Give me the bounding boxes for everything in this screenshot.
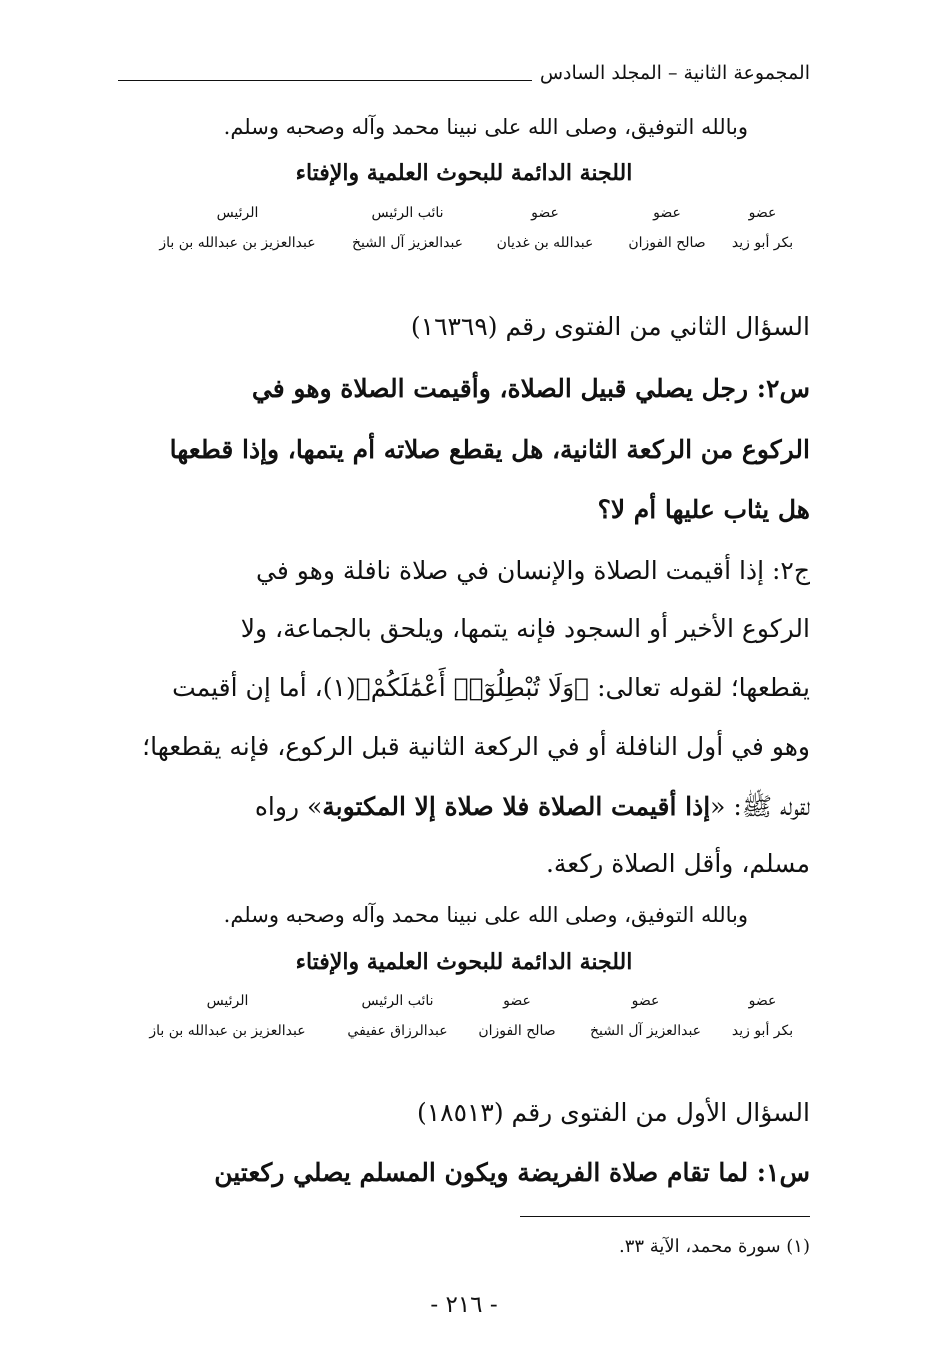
answer-line: يقطعها؛ لقوله تعالى: ﴿وَلَا تُبْطِلُوٓا۟ أَعْمَٰلَكُمْ﴾(١)، أما إن أقيمت (172, 673, 810, 702)
signatory-name: عبدالعزيز بن عبدالله بن باز (149, 1023, 306, 1039)
signatory-name: صالح الفوزان (478, 1023, 556, 1039)
answer-line: مسلم، وأقل الصلاة ركعة. (545, 849, 810, 878)
committee-name: اللجنة الدائمة للبحوث العلمية والإفتاء (295, 949, 633, 975)
question-heading: السؤال الثاني من الفتوى رقم (١٦٣٦٩) (410, 312, 810, 341)
signatory (135, 993, 320, 1039)
closing-prayer: وبالله التوفيق، وصلى الله على نبينا محمد وآله وصحبه وسلم. (223, 903, 748, 927)
signatory-role: نائب الرئيس (371, 205, 444, 221)
signatory-role: الرئيس (216, 205, 259, 221)
signatory-name: عبدالعزيز آل الشيخ (351, 235, 464, 251)
signatory-name: صالح الفوزان (628, 235, 706, 251)
signatory-name: عبدالعزيز بن عبدالله بن باز (159, 235, 316, 251)
hadith-intro: لقوله ﷺ: « (710, 792, 810, 821)
signatory-name: عبدالرزاق عفيفي (347, 1023, 448, 1039)
answer-line: الركوع الأخير أو السجود فإنه يتمها، ويلحق بالجماعة، ولا (240, 614, 810, 643)
signatory-role: الرئيس (206, 993, 249, 1009)
running-header (118, 62, 810, 92)
signatory-role: عضو (653, 205, 681, 221)
signatory-role: عضو (531, 205, 559, 221)
signatory (612, 205, 722, 251)
signatory-role: عضو (748, 993, 777, 1009)
footnote: (١) سورة محمد، الآية ٣٣. (618, 1236, 810, 1257)
question-line: س١: لما تقام صلاة الفريضة ويكون المسلم يصلي ركعتين (214, 1158, 810, 1187)
closing-prayer: وبالله التوفيق، وصلى الله على نبينا محمد وآله وصحبه وسلم. (223, 115, 748, 139)
signatory-role: عضو (631, 993, 660, 1009)
hadith-narration: » رواه (254, 792, 323, 821)
signatory-role: عضو (748, 205, 777, 221)
committee-name: اللجنة الدائمة للبحوث العلمية والإفتاء (295, 160, 633, 186)
footnote-rule (520, 1216, 810, 1217)
answer-line: وهو في أول النافلة أو في الركعة الثانية قبل الركوع، فإنه يقطعها؛ (142, 732, 810, 761)
signatory (150, 205, 325, 251)
signatory (335, 205, 480, 251)
question-line: الركوع من الركعة الثانية، هل يقطع صلاته أم يتمها، وإذا قطعها (169, 435, 810, 464)
signatory (335, 993, 460, 1039)
signatory-name: عبدالله بن غديان (496, 235, 594, 251)
signatory (715, 205, 810, 251)
header-title: المجموعة الثانية – المجلد السادس (532, 62, 810, 84)
signatory (485, 205, 605, 251)
question-line: هل يثاب عليها أم لا؟ (597, 495, 810, 524)
signatory-role: نائب الرئيس (361, 993, 434, 1009)
signatory-name: بكر أبو زيد (731, 1023, 794, 1039)
hadith-line (118, 791, 810, 828)
signatory (573, 993, 718, 1039)
signatory-name: بكر أبو زيد (731, 235, 794, 251)
page-number: - ٢١٦ - (430, 1292, 498, 1318)
signatory (462, 993, 572, 1039)
answer-line: ج٢: إذا أقيمت الصلاة والإنسان في صلاة نافلة وهو في (256, 556, 810, 585)
hadith-text: إذا أقيمت الصلاة فلا صلاة إلا المكتوبة (322, 792, 711, 821)
signatory-role: عضو (503, 993, 531, 1009)
signatory-name: عبدالعزيز آل الشيخ (589, 1023, 702, 1039)
signatories-block-1 (118, 205, 810, 265)
question-heading: السؤال الأول من الفتوى رقم (١٨٥١٣) (416, 1098, 810, 1127)
signatories-block-2 (118, 993, 810, 1053)
question-line: س٢: رجل يصلي قبيل الصلاة، وأقيمت الصلاة وهو في (251, 374, 810, 403)
signatory (715, 993, 810, 1039)
